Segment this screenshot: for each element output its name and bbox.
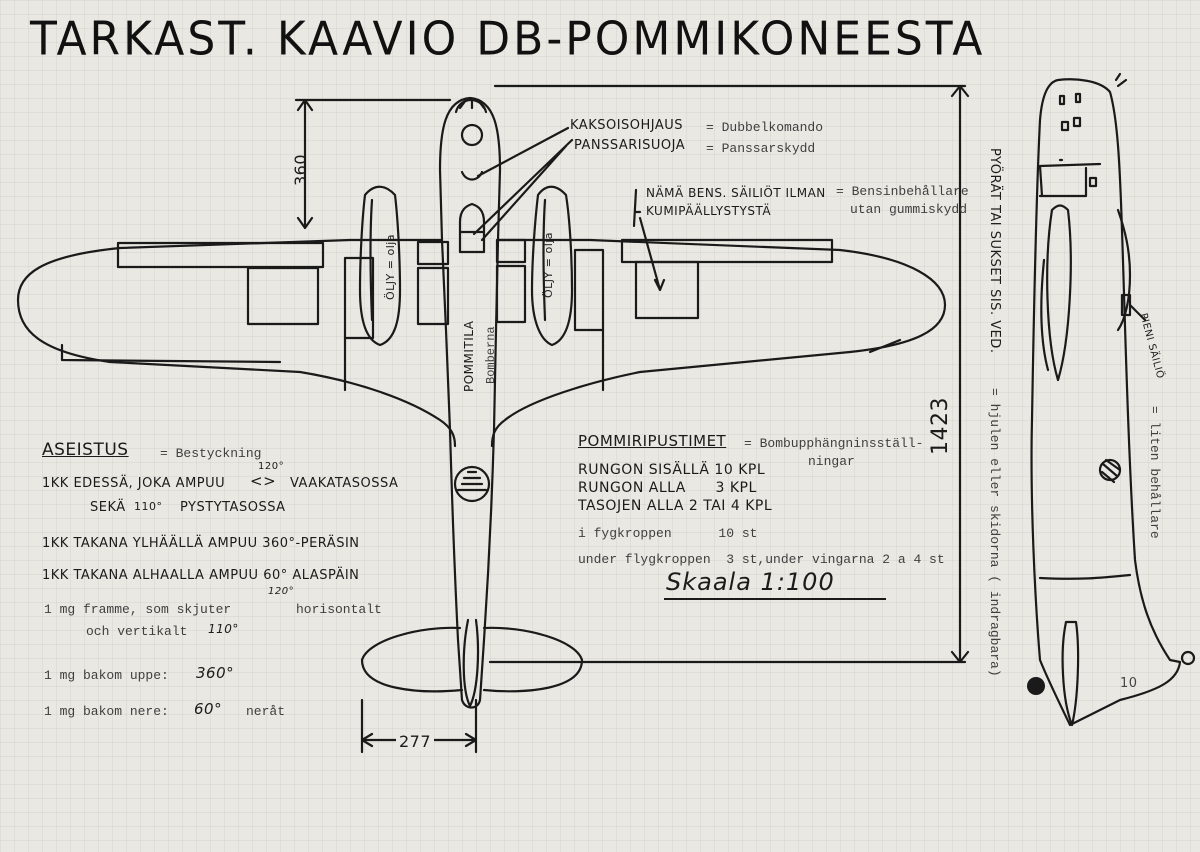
armament-sv3a: 1 mg bakom uppe: — [44, 668, 169, 683]
bombs-heading-sv2: ningar — [808, 454, 855, 469]
wing-outline-right — [492, 240, 945, 446]
armament-sv-angle-120: 120° — [268, 586, 295, 597]
dim-nose-to-wing: 360 — [291, 153, 310, 186]
armament-angle-110: 110° — [134, 500, 163, 513]
nose-window — [462, 125, 482, 145]
armament-sv-angle-110: 110° — [208, 622, 239, 636]
label-bens-line1: NÄMÄ BENS. SÄILIÖT ILMAN — [646, 186, 826, 200]
fuselage-outline — [440, 98, 500, 708]
label-pommitila: POMMITILA — [462, 320, 476, 392]
label-panssarisuoja-sv: = Panssarskydd — [706, 141, 816, 156]
armament-line4: 1KK TAKANA ALHAALLA AMPUU 60° ALASPÄIN — [42, 568, 360, 583]
scale-underline — [664, 598, 886, 600]
tail-wheel — [1182, 652, 1194, 664]
label-oil-left: ÖLJY = olja — [384, 233, 397, 300]
armament-sv4b: 60° — [194, 700, 223, 718]
armament-sv1b: horisontalt — [296, 602, 382, 617]
label-small-tank-sv: = liten behållare — [1147, 406, 1162, 539]
scale-label: Skaala 1:100 — [666, 568, 835, 596]
armament-sv2a: och vertikalt — [86, 624, 188, 639]
label-bens-sv1: = Bensinbehållare — [836, 184, 969, 199]
armament-sv4a: 1 mg bakom nere: — [44, 704, 169, 719]
side-view-engine — [1047, 206, 1071, 381]
page-title: TARKAST. KAAVIO DB-POMMIKONEESTA — [30, 12, 986, 67]
armament-sv1a: 1 mg framme, som skjuter — [44, 602, 232, 617]
label-wheels-sv: = hjulen eller skidorna ( indragbara) — [987, 388, 1002, 677]
armament-line3: 1KK TAKANA YLHÄÄLLÄ AMPUU 360°-PERÄSIN — [42, 536, 360, 551]
label-kaksoisohjaus: KAKSOISOHJAUS — [570, 118, 684, 133]
label-oil-right: ÖLJY = olja — [542, 231, 555, 298]
bombs-sv2: under flygkroppen 3 st,under vingarna 2 a 4 st — [578, 552, 945, 567]
armament-sv3b: 360° — [196, 664, 235, 682]
label-pommitila-sv: Bomberna — [484, 326, 498, 384]
bombs-row1: RUNGON SISÄLLÄ 10 KPL — [578, 462, 766, 478]
angle-120-glyph: <> — [250, 472, 277, 490]
bombs-row2: RUNGON ALLA 3 KPL — [578, 480, 757, 496]
tail-number: 10 — [1120, 676, 1138, 691]
bombs-heading: POMMIRIPUSTIMET — [578, 432, 727, 450]
bombs-sv1: i fygkroppen 10 st — [578, 526, 758, 541]
label-panssarisuoja: PANSSARISUOJA — [574, 138, 686, 153]
tailplane — [362, 628, 582, 691]
armament-line1b: VAAKATASOSSA — [290, 476, 399, 491]
landing-wheel — [1027, 677, 1045, 695]
label-kaksoisohjaus-sv: = Dubbelkomando — [706, 120, 824, 135]
dim-length: 1423 — [928, 397, 953, 455]
label-bens-line2: KUMIPÄÄLLYSTYSTÄ — [646, 204, 772, 218]
side-view-fuselage — [1032, 79, 1180, 725]
label-small-tank-fi: PIENI SÄILIÖ — [1137, 312, 1166, 381]
armament-line2b: PYSTYTASOSSA — [180, 500, 286, 515]
armament-line1a: 1KK EDESSÄ, JOKA AMPUU — [42, 476, 226, 491]
bombs-row3: TASOJEN ALLA 2 TAI 4 KPL — [578, 498, 773, 514]
armament-heading-sv: = Bestyckning — [160, 446, 262, 461]
dim-tail-span: 277 — [396, 732, 434, 751]
armament-angle-120: 120° — [258, 461, 285, 472]
bombs-heading-sv: = Bombupphängninsställ- — [744, 436, 924, 451]
armament-line2a: SEKÄ — [90, 500, 126, 515]
armament-heading: ASEISTUS — [42, 440, 129, 460]
label-bens-sv2: utan gummiskydd — [850, 202, 968, 217]
armament-sv4c: neråt — [246, 704, 286, 719]
label-wheels-fi: PYÖRÄT TAI SUKSET SIS. VED. — [987, 148, 1002, 354]
